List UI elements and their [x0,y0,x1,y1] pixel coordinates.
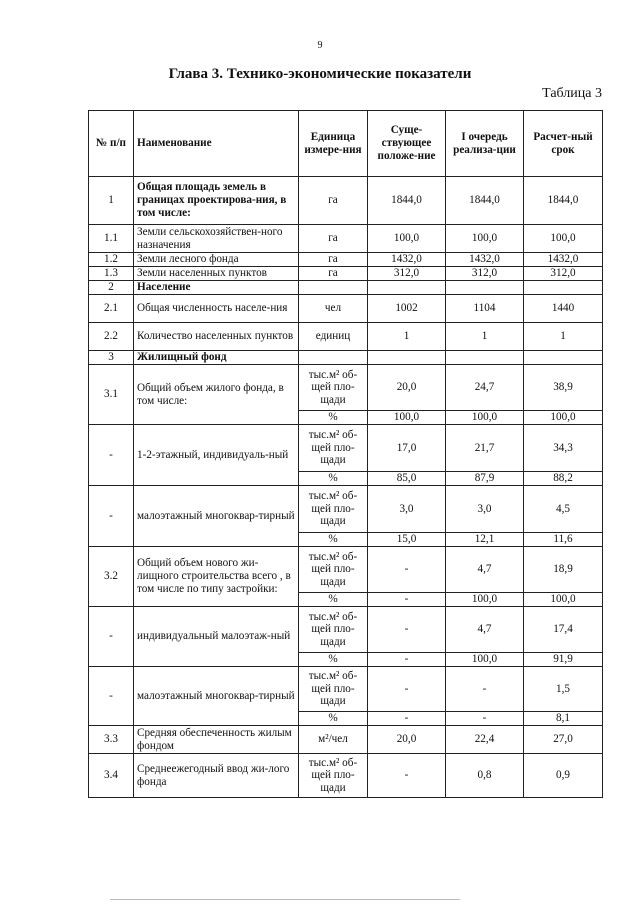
value-existing: - [368,607,446,653]
value-first-stage-percent: - [446,712,524,726]
value-target: 0,9 [524,754,603,798]
value-first-stage: 1 [446,323,524,351]
header-num: № п/п [89,111,134,177]
empty-cell [368,351,446,365]
value-first-stage: 24,7 [446,365,524,411]
value-target-percent: 88,2 [524,472,603,486]
table-row [89,754,603,798]
row-unit: тыс.м² об-щей пло-щади [299,425,368,472]
value-first-stage: 312,0 [446,267,524,281]
row-name: индивидуальный малоэтаж-ный [134,607,299,667]
row-number: 2.2 [89,323,134,351]
row-number: 2.1 [89,295,134,323]
value-existing: 100,0 [368,225,446,253]
row-number: - [89,607,134,667]
row-number: 3.4 [89,754,134,798]
value-target: 1 [524,323,603,351]
empty-cell [524,351,603,365]
value-existing: 17,0 [368,425,446,472]
value-first-stage-percent: 100,0 [446,593,524,607]
value-existing-percent: 100,0 [368,411,446,425]
value-target-percent: 91,9 [524,653,603,667]
header-unit: Единица измере-ния [299,111,368,177]
value-target: 27,0 [524,726,603,754]
value-target-percent: 8,1 [524,712,603,726]
table-row [89,425,603,472]
table-row [89,267,603,281]
empty-cell [524,281,603,295]
row-name: малоэтажный многоквар-тирный [134,667,299,726]
row-name: 1-2-этажный, индивидуаль-ный [134,425,299,486]
value-existing: 20,0 [368,726,446,754]
row-number: 2 [89,281,134,295]
value-target-percent: 100,0 [524,593,603,607]
row-number: 1.3 [89,267,134,281]
value-first-stage-percent: 100,0 [446,653,524,667]
value-first-stage: 100,0 [446,225,524,253]
value-existing-percent: 85,0 [368,472,446,486]
header-target: Расчет-ный срок [524,111,603,177]
empty-cell [299,351,368,365]
value-target: 38,9 [524,365,603,411]
value-target: 17,4 [524,607,603,653]
row-number: 1.1 [89,225,134,253]
value-first-stage: 4,7 [446,607,524,653]
value-target: 18,9 [524,547,603,593]
value-existing: 312,0 [368,267,446,281]
row-number: 3 [89,351,134,365]
table-row [89,726,603,754]
value-first-stage: 0,8 [446,754,524,798]
header-name: Наименование [134,111,299,177]
value-existing: 20,0 [368,365,446,411]
value-existing: 1432,0 [368,253,446,267]
value-target: 100,0 [524,225,603,253]
row-unit-percent: % [299,533,368,547]
value-existing: 3,0 [368,486,446,533]
row-name: Население [134,281,299,295]
row-unit: тыс.м² об-щей пло-щади [299,486,368,533]
row-name: Общая площадь земель в границах проектирова-ния, в том числе: [134,177,299,225]
row-number: 3.1 [89,365,134,425]
row-unit: м²/чел [299,726,368,754]
row-unit-percent: % [299,593,368,607]
table-row [89,486,603,533]
value-first-stage: 22,4 [446,726,524,754]
row-name: Количество населенных пунктов [134,323,299,351]
indicators-table [88,110,603,798]
row-name: Земли лесного фонда [134,253,299,267]
row-unit-percent: % [299,712,368,726]
value-first-stage-percent: 87,9 [446,472,524,486]
value-first-stage-percent: 100,0 [446,411,524,425]
row-name: Общий объем нового жи-лищного строительства всего , в том числе по типу застройки: [134,547,299,607]
page-number: 9 [317,40,323,51]
value-first-stage: - [446,667,524,712]
value-existing-percent: - [368,653,446,667]
scan-artifact-line [110,899,460,900]
value-target: 1844,0 [524,177,603,225]
header-existing: Суще-ствующее положе-ние [368,111,446,177]
row-unit-percent: % [299,472,368,486]
table-row [89,351,603,365]
value-existing-percent: 15,0 [368,533,446,547]
row-name: Жилищный фонд [134,351,299,365]
table-row [89,365,603,411]
row-name: Общий объем жилого фонда, в том числе: [134,365,299,425]
value-existing: - [368,667,446,712]
table-row [89,607,603,653]
row-unit: га [299,267,368,281]
value-target: 312,0 [524,267,603,281]
row-name: Земли населенных пунктов [134,267,299,281]
value-first-stage: 1844,0 [446,177,524,225]
row-unit: тыс.м² об-щей пло-щади [299,607,368,653]
row-unit: га [299,177,368,225]
value-first-stage: 21,7 [446,425,524,472]
table-row [89,547,603,593]
value-first-stage: 1432,0 [446,253,524,267]
row-unit: тыс.м² об-щей пло-щади [299,365,368,411]
chapter-title: Глава 3. Технико-экономические показатели [168,66,472,82]
empty-cell [446,351,524,365]
table-row [89,667,603,712]
value-target: 1432,0 [524,253,603,267]
row-name: Общая численность населе-ния [134,295,299,323]
table-row [89,295,603,323]
table-row [89,225,603,253]
value-first-stage-percent: 12,1 [446,533,524,547]
value-existing: 1002 [368,295,446,323]
row-unit: тыс.м² об-щей пло-щади [299,667,368,712]
row-number: 1.2 [89,253,134,267]
value-first-stage: 4,7 [446,547,524,593]
row-number: - [89,425,134,486]
row-number: 3.3 [89,726,134,754]
row-number: 3.2 [89,547,134,607]
row-unit: единиц [299,323,368,351]
row-name: малоэтажный многоквар-тирный [134,486,299,547]
value-existing: 1 [368,323,446,351]
value-existing: - [368,754,446,798]
value-existing-percent: - [368,712,446,726]
value-existing-percent: - [368,593,446,607]
row-number: 1 [89,177,134,225]
value-target: 1,5 [524,667,603,712]
row-unit: тыс.м² об-щей пло-щади [299,754,368,798]
value-target: 4,5 [524,486,603,533]
row-number: - [89,486,134,547]
value-first-stage: 1104 [446,295,524,323]
value-existing: - [368,547,446,593]
table-row [89,323,603,351]
empty-cell [368,281,446,295]
table-row [89,281,603,295]
value-existing: 1844,0 [368,177,446,225]
header-first-stage: I очередь реализа-ции [446,111,524,177]
value-first-stage: 3,0 [446,486,524,533]
table-label: Таблица 3 [542,86,602,101]
row-unit-percent: % [299,411,368,425]
row-unit: чел [299,295,368,323]
value-target: 1440 [524,295,603,323]
empty-cell [299,281,368,295]
row-unit: га [299,253,368,267]
row-unit: тыс.м² об-щей пло-щади [299,547,368,593]
empty-cell [446,281,524,295]
row-name: Земли сельскохозяйствен-ного назначения [134,225,299,253]
row-name: Средняя обеспеченность жилым фондом [134,726,299,754]
value-target-percent: 11,6 [524,533,603,547]
row-name: Среднеежегодный ввод жи-лого фонда [134,754,299,798]
value-target: 34,3 [524,425,603,472]
table-row [89,253,603,267]
row-unit: га [299,225,368,253]
value-target-percent: 100,0 [524,411,603,425]
row-number: - [89,667,134,726]
table-row [89,177,603,225]
row-unit-percent: % [299,653,368,667]
